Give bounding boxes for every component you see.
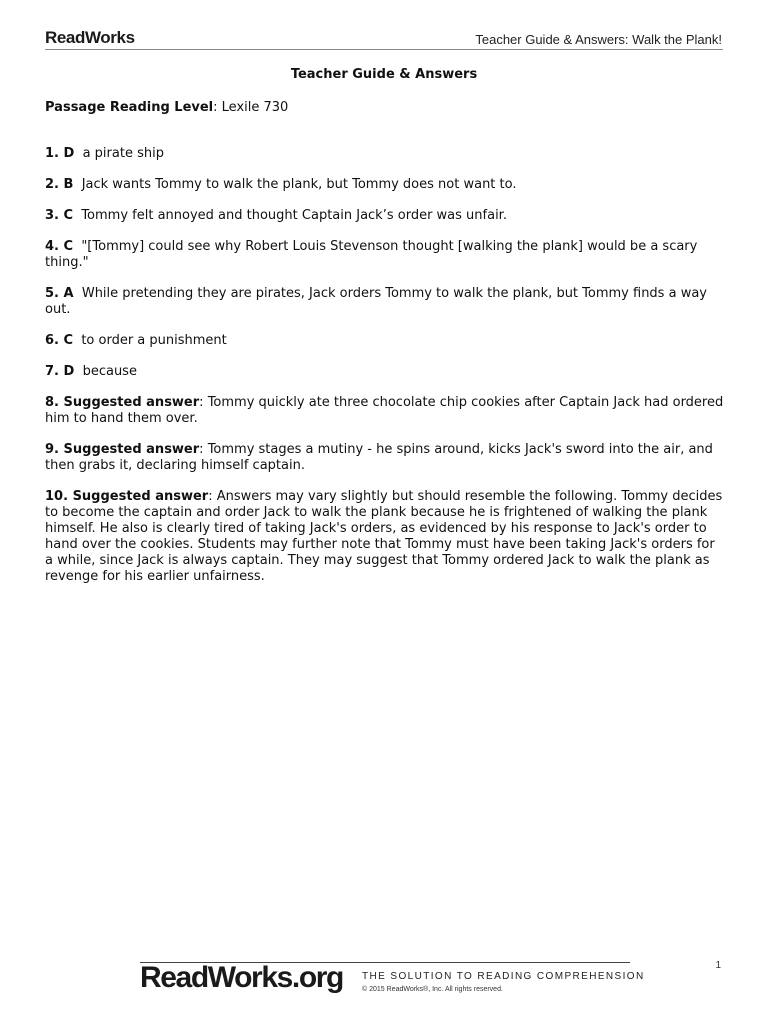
answer-item: 3. C Tommy felt annoyed and thought Captain Jack’s order was unfair. bbox=[45, 208, 507, 223]
answer-item: 1. D a pirate ship bbox=[45, 146, 164, 161]
answer-item: 8. Suggested answer: Tommy quickly ate three chocolate chip cookies after Captain Jack had ordered him to hand them over. bbox=[45, 395, 724, 426]
readworks-org-logo: ReadWorks.org bbox=[140, 961, 343, 994]
answer-key: D bbox=[63, 146, 75, 161]
answer-item: 7. D because bbox=[45, 364, 137, 379]
answer-item: 6. C to order a punishment bbox=[45, 333, 227, 348]
answer-number: 4 bbox=[45, 239, 55, 254]
answer-key: D bbox=[63, 364, 75, 379]
answer-text: Jack wants Tommy to walk the plank, but Tommy does not want to. bbox=[81, 177, 517, 192]
footer-tagline: THE SOLUTION TO READING COMPREHENSION bbox=[362, 971, 645, 982]
answer-item: 10. Suggested answer: Answers may vary slightly but should resemble the following. Tommy decides to become the captain and order Jack to walk the plank because he is frightened of walking the plank himself. He also is clearly tired of taking Jack's orders, as evidenced by his response to Jack's order to hand over the cookies. Students may further note that Tommy must have been taking Jack's orders for a while, since Jack is always captain. They may suggest that Tommy ordered Jack to walk the plank as revenge for his earlier unfairness. bbox=[45, 489, 723, 584]
answer-number: 10 bbox=[45, 489, 64, 504]
answer-text: Tommy stages a mutiny - he spins around, kicks Jack's sword into the air, and then grabs it, declaring himself captain. bbox=[45, 442, 713, 473]
document-title: Teacher Guide & Answers bbox=[290, 67, 478, 82]
answer-key: C bbox=[63, 333, 74, 348]
answer-key: Suggested answer bbox=[72, 489, 209, 504]
answer-item: 9. Suggested answer: Tommy stages a mutiny - he spins around, kicks Jack's sword into the air, and then grabs it, declaring himself captain. bbox=[45, 442, 713, 473]
answer-number: 8 bbox=[45, 395, 55, 410]
answer-item: 5. A While pretending they are pirates, Jack orders Tommy to walk the plank, but Tommy finds a way out. bbox=[45, 286, 707, 317]
answer-text: Tommy quickly ate three chocolate chip cookies after Captain Jack had ordered him to hand them over. bbox=[45, 395, 724, 426]
answer-number: 3 bbox=[45, 208, 55, 223]
passage-reading-level bbox=[45, 100, 288, 115]
page-number: 1 bbox=[715, 960, 721, 971]
answer-key: A bbox=[63, 286, 74, 301]
answer-number: 6 bbox=[45, 333, 55, 348]
answer-number: 2 bbox=[45, 177, 55, 192]
answer-text: While pretending they are pirates, Jack orders Tommy to walk the plank, but Tommy finds a way out. bbox=[45, 286, 707, 317]
answer-key: Suggested answer bbox=[63, 395, 200, 410]
answer-list bbox=[45, 146, 725, 600]
header-divider bbox=[45, 49, 723, 50]
answer-number: 9 bbox=[45, 442, 55, 457]
answer-text: Answers may vary slightly but should resemble the following. Tommy decides to become the captain and order Jack to walk the plank because he is frightened of walking the plank himself. He also is clearly tired of taking Jack's orders, as evidenced by his response to Jack's order to hand over the cookies. Students may further note that Tommy must have been taking Jack's orders for a while, since Jack is always captain. They may suggest that Tommy ordered Jack to walk the plank as revenge for his earlier unfairness. bbox=[45, 489, 723, 584]
answer-item: 4. C "[Tommy] could see why Robert Louis Stevenson thought [walking the plank] would be a scary thing." bbox=[45, 239, 698, 270]
answer-text: because bbox=[82, 364, 137, 379]
answer-key: B bbox=[63, 177, 74, 192]
answer-key: Suggested answer bbox=[63, 442, 200, 457]
answer-key: C bbox=[63, 239, 74, 254]
readworks-logo: ReadWorks bbox=[45, 28, 135, 47]
reading-level-label: Passage Reading Level bbox=[45, 100, 214, 115]
header-title: Teacher Guide & Answers: Walk the Plank! bbox=[475, 32, 722, 47]
reading-level-separator: : bbox=[213, 100, 222, 115]
answer-text: to order a punishment bbox=[81, 333, 227, 348]
answer-number: 1 bbox=[45, 146, 55, 161]
answer-text: "[Tommy] could see why Robert Louis Stevenson thought [walking the plank] would be a scary thing." bbox=[45, 239, 698, 270]
reading-level-value: Lexile 730 bbox=[221, 100, 289, 115]
answer-item: 2. B Jack wants Tommy to walk the plank, but Tommy does not want to. bbox=[45, 177, 517, 192]
answer-key: C bbox=[63, 208, 74, 223]
answer-text: Tommy felt annoyed and thought Captain Jack’s order was unfair. bbox=[81, 208, 507, 223]
answer-number: 5 bbox=[45, 286, 55, 301]
copyright-notice: © 2015 ReadWorks®, Inc. All rights reserved. bbox=[362, 986, 503, 993]
answer-number: 7 bbox=[45, 364, 55, 379]
answer-text: a pirate ship bbox=[82, 146, 164, 161]
